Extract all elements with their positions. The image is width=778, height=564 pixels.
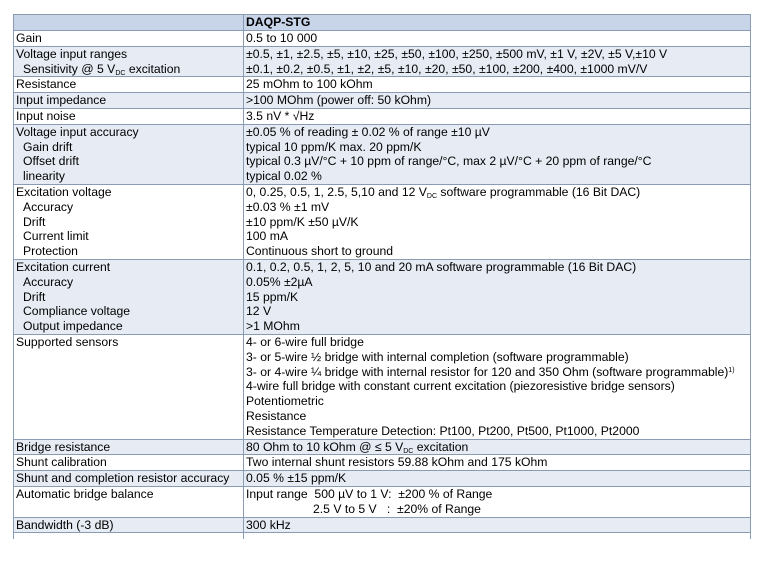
label-excitation-voltage: Excitation voltage	[16, 184, 112, 199]
row-value	[244, 486, 751, 517]
label-linearity: linearity	[23, 169, 65, 184]
label-automatic-bridge-balance: Automatic bridge balance	[16, 486, 154, 501]
table-row-input-noise	[14, 108, 751, 124]
value-bridge-resistance: 80 Ohm to 10 kOhm @ ≤ 5 $V_{DC}$ excitation	[246, 439, 469, 455]
table-row-automatic-bridge-balance	[14, 486, 751, 517]
header-left-cell	[14, 15, 244, 31]
value-sensor-rtd: Resistance Temperature Detection: Pt100, Pt200, Pt500, Pt1000, Pt2000	[246, 423, 640, 438]
row-label	[14, 46, 244, 77]
table-row-bandwidth	[14, 517, 751, 533]
value-ev-drift: ±10 ppm/K ±50 µV/K	[246, 214, 359, 229]
table-row-voltage-input-ranges	[14, 46, 751, 77]
row-value	[244, 124, 751, 184]
value-shunt-completion-accuracy: 0.05 % ±15 ppm/K	[246, 471, 347, 486]
table-row-resistance	[14, 77, 751, 93]
label-ec-drift: Drift	[23, 289, 46, 304]
label-input-impedance: Input impedance	[16, 93, 107, 108]
value-sensor-resistance: Resistance	[246, 408, 307, 423]
label-ec-compliance-voltage: Compliance voltage	[23, 304, 131, 319]
label-ev-protection: Protection	[23, 244, 78, 259]
value-sensor-full-bridge: 4- or 6-wire full bridge	[246, 334, 364, 349]
label-gain-drift: Gain drift	[23, 139, 73, 154]
row-value	[244, 77, 751, 93]
table-row-bridge-resistance	[14, 439, 751, 455]
value-ec-output-impedance: >1 MOhm	[246, 319, 300, 334]
row-value	[244, 184, 751, 259]
row-label	[14, 471, 244, 487]
value-sensor-quarter-bridge: 3- or 4-wire ¼ bridge with internal resistor for 120 and 350 Ohm (software programmable)$^{1)}$	[246, 364, 735, 379]
table-row-voltage-input-accuracy	[14, 124, 751, 184]
label-offset-drift: Offset drift	[23, 154, 79, 169]
value-bandwidth: 300 kHz	[246, 517, 291, 532]
label-shunt-calibration: Shunt calibration	[16, 455, 107, 470]
label-ec-accuracy: Accuracy	[23, 274, 74, 289]
table-row-gain	[14, 31, 751, 47]
value-ev-protection: Continuous short to ground	[246, 244, 394, 259]
label-voltage-input-accuracy: Voltage input accuracy	[16, 124, 139, 139]
value-input-impedance: >100 MOhm (power off: 50 kOhm)	[246, 93, 432, 108]
value-gain: 0.5 to 10 000	[246, 31, 318, 45]
row-value	[244, 31, 751, 47]
row-value	[244, 46, 751, 77]
row-label	[14, 93, 244, 109]
table-row-shunt-calibration	[14, 455, 751, 471]
continuation-left	[14, 533, 244, 540]
label-ev-accuracy: Accuracy	[23, 199, 74, 214]
value-sensitivity: ±0.1, ±0.2, ±0.5, ±1, ±2, ±5, ±10, ±20, ±50, ±100, ±200, ±400, ±1000 mV/V	[246, 61, 648, 76]
table-row-excitation-current	[14, 259, 751, 334]
table-row-continuation	[14, 533, 751, 540]
label-ev-drift: Drift	[23, 214, 46, 229]
row-label	[14, 108, 244, 124]
spec-table	[13, 14, 751, 539]
row-label	[14, 259, 244, 334]
row-value	[244, 108, 751, 124]
value-linearity: typical 0.02 %	[246, 169, 322, 184]
row-label	[14, 334, 244, 439]
value-gain-drift: typical 10 ppm/K max. 20 ppm/K	[246, 139, 422, 154]
value-balance-range-2: 2.5 V to 5 V : ±20% of Range	[313, 501, 481, 516]
header-product-cell: DAQP-STG	[244, 15, 751, 31]
label-input-noise: Input noise	[16, 108, 76, 123]
value-excitation-voltage: 0, 0.25, 0.5, 1, 2.5, 5,10 and 12 $V_{DC}$ software programmable (16 Bit DAC)	[246, 184, 641, 200]
label-sensitivity: Sensitivity @ 5 $V_{DC}$ excitation	[23, 61, 181, 77]
label-bandwidth: Bandwidth (-3 dB)	[16, 517, 114, 532]
continuation-right	[244, 533, 751, 540]
row-value	[244, 259, 751, 334]
row-value	[244, 93, 751, 109]
value-shunt-calibration: Two internal shunt resistors 59.88 kOhm and 175 kOhm	[246, 455, 548, 470]
value-voltage-input-ranges: ±0.5, ±1, ±2.5, ±5, ±10, ±25, ±50, ±100, ±250, ±500 mV, ±1 V, ±2V, ±5 V,±10 V	[246, 46, 668, 61]
label-ev-current-limit: Current limit	[23, 229, 89, 244]
value-ev-accuracy: ±0.03 % ±1 mV	[246, 199, 330, 214]
value-ec-accuracy: 0.05% ±2µA	[246, 274, 313, 289]
table-header-row	[14, 15, 751, 31]
row-label	[14, 439, 244, 455]
value-excitation-current: 0.1, 0.2, 0.5, 1, 2, 5, 10 and 20 mA software programmable (16 Bit DAC)	[246, 259, 637, 274]
label-resistance: Resistance	[16, 77, 77, 92]
row-label	[14, 184, 244, 259]
label-gain: Gain	[16, 31, 42, 45]
label-shunt-completion-accuracy: Shunt and completion resistor accuracy	[16, 471, 230, 486]
value-ec-compliance-voltage: 12 V	[246, 304, 272, 319]
value-input-noise: 3.5 nV * √Hz	[246, 108, 315, 123]
value-sensor-half-bridge: 3- or 5-wire ½ bridge with internal completion (software programmable)	[246, 349, 629, 364]
footnote-marker: 1)	[728, 366, 735, 374]
value-voltage-input-accuracy: ±0.05 % of reading ± 0.02 % of range ±10 µV	[246, 124, 490, 139]
row-label	[14, 124, 244, 184]
row-label	[14, 455, 244, 471]
label-ec-output-impedance: Output impedance	[23, 319, 123, 334]
value-ev-current-limit: 100 mA	[246, 229, 289, 244]
row-value	[244, 517, 751, 533]
value-balance-range-1: Input range 500 µV to 1 V: ±200 % of Range	[246, 486, 493, 501]
label-voltage-input-ranges: Voltage input ranges	[16, 46, 128, 61]
row-value	[244, 471, 751, 487]
value-ec-drift: 15 ppm/K	[246, 289, 299, 304]
value-sensor-constant-current: 4-wire full bridge with constant current excitation (piezoresistive bridge sensors)	[246, 379, 675, 394]
row-label	[14, 517, 244, 533]
table-row-excitation-voltage	[14, 184, 751, 259]
row-value	[244, 334, 751, 439]
label-bridge-resistance: Bridge resistance	[16, 439, 111, 454]
row-value	[244, 439, 751, 455]
row-value	[244, 455, 751, 471]
row-label	[14, 31, 244, 47]
label-supported-sensors: Supported sensors	[16, 334, 119, 349]
value-offset-drift: typical 0.3 µV/°C + 10 ppm of range/°C, max 2 µV/°C + 20 ppm of range/°C	[246, 154, 652, 169]
value-sensor-potentiometric: Potentiometric	[246, 394, 324, 409]
label-excitation-current: Excitation current	[16, 259, 111, 274]
row-label	[14, 486, 244, 517]
table-row-supported-sensors	[14, 334, 751, 439]
value-resistance: 25 mOhm to 100 kOhm	[246, 77, 373, 92]
row-label	[14, 77, 244, 93]
table-row-input-impedance	[14, 93, 751, 109]
table-row-shunt-completion-accuracy	[14, 471, 751, 487]
